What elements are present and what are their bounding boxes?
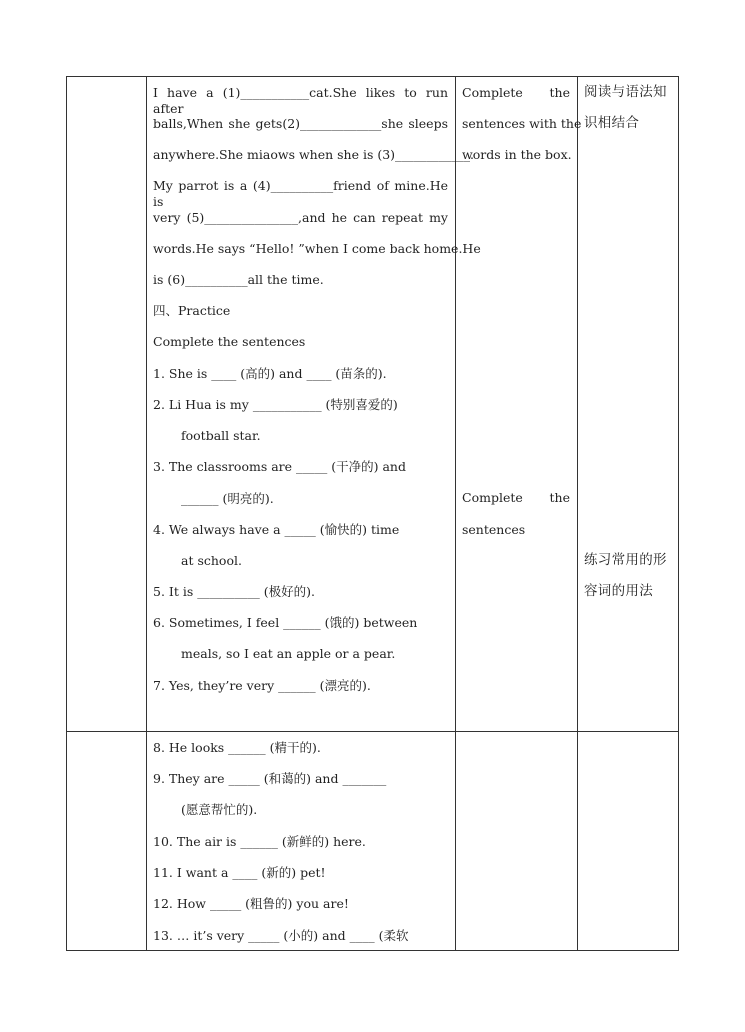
list-item: 11. I want a ____ (新的) pet! [153, 865, 326, 880]
passage-line: is (6)__________all the time. [153, 272, 324, 287]
activity-line: Complete the [462, 85, 570, 100]
list-item: 13. … it’s very _____ (小的) and ____ (柔软 [153, 928, 409, 943]
list-item: 5. It is __________ (极好的). [153, 584, 315, 599]
table-border-top [66, 76, 679, 77]
list-item-continuation: ______ (明亮的). [181, 491, 274, 506]
table-border-bottom [66, 950, 679, 951]
list-item: 8. He looks ______ (精干的). [153, 740, 321, 755]
passage-line: I have a (1)___________cat.She likes to run after [153, 85, 448, 116]
table-border-left [66, 76, 67, 951]
instruction-text: Complete the sentences [153, 334, 306, 349]
passage-line: balls,When she gets(2)_____________she sleeps [153, 116, 448, 131]
activity-line: Complete the [462, 490, 570, 505]
list-item: 4. We always have a _____ (愉快的) time [153, 522, 400, 537]
purpose-line: 识相结合 [584, 115, 640, 131]
list-item-continuation: football star. [181, 428, 261, 443]
passage-line: very (5)_______________,and he can repeat my [153, 210, 448, 225]
activity-line: words in the box. [462, 147, 572, 162]
activity-line: sentences with the [462, 116, 582, 131]
purpose-line: 阅读与语法知 [584, 84, 667, 100]
table-border-right [678, 76, 679, 951]
list-item: 7. Yes, they’re very ______ (漂亮的). [153, 678, 371, 693]
list-item: 9. They are _____ (和蔼的) and _______ [153, 771, 387, 786]
purpose-line: 练习常用的形 [584, 552, 667, 568]
list-item: 1. She is ____ (高的) and ____ (苗条的). [153, 366, 387, 381]
passage-line: anywhere.She miaows when she is (3)____________. [153, 147, 475, 162]
activity-line: sentences [462, 522, 526, 537]
list-item: 2. Li Hua is my ___________ (特别喜爱的) [153, 397, 398, 412]
section-heading: 四、Practice [153, 303, 231, 318]
list-item: 6. Sometimes, I feel ______ (饿的) between [153, 615, 418, 630]
list-item-continuation: meals, so I eat an apple or a pear. [181, 646, 396, 661]
purpose-line: 容词的用法 [584, 583, 653, 599]
table-col-divider-2 [455, 76, 456, 951]
list-item: 10. The air is ______ (新鲜的) here. [153, 834, 366, 849]
list-item: 3. The classrooms are _____ (干净的) and [153, 459, 406, 474]
list-item-continuation: (愿意帮忙的). [181, 802, 258, 817]
table-row-divider [66, 731, 679, 732]
list-item: 12. How _____ (粗鲁的) you are! [153, 896, 349, 911]
passage-line: My parrot is a (4)__________friend of mine.He is [153, 178, 448, 209]
passage-line: words.He says “Hello! ”when I come back home.He [153, 241, 481, 256]
table-col-divider-1 [146, 76, 147, 951]
list-item-continuation: at school. [181, 553, 242, 568]
table-col-divider-3 [577, 76, 578, 951]
